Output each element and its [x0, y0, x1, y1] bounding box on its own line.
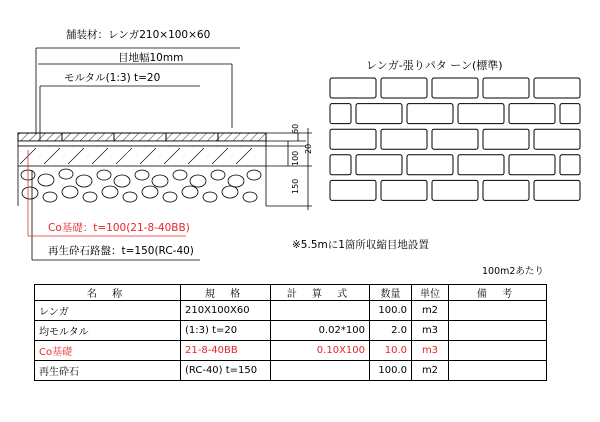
cell-name: 均モルタル — [35, 321, 181, 341]
brick — [330, 180, 376, 200]
brick — [458, 104, 504, 124]
dim-150-label: 150 — [291, 178, 300, 194]
brick — [534, 78, 580, 98]
table-row — [35, 321, 547, 341]
joint-note: ※5.5mに1箇所収縮目地設置 — [292, 239, 429, 251]
cell-calc — [271, 301, 370, 321]
cell-qty: 100.0 — [370, 301, 412, 321]
cell-qty: 2.0 — [370, 321, 412, 341]
brick — [483, 78, 529, 98]
mortar-layer — [18, 141, 266, 146]
header-name: 名 称 — [35, 285, 181, 301]
header-calc: 計 算 式 — [271, 285, 370, 301]
brick — [381, 78, 427, 98]
brick — [407, 155, 453, 175]
cell-qty: 100.0 — [370, 361, 412, 381]
cell-unit: m2 — [412, 361, 449, 381]
cell-unit: m2 — [412, 301, 449, 321]
brick — [432, 129, 478, 149]
cell-spec: 21-8-40BB — [181, 341, 271, 361]
brick — [509, 104, 555, 124]
cell-note — [449, 321, 547, 341]
mortar-label: モルタル(1:3) t=20 — [64, 72, 161, 84]
paving-material-label: 舗装材：レンガ210×100×60 — [66, 29, 211, 41]
dimension-lines — [266, 128, 312, 210]
brick — [534, 180, 580, 200]
cell-note — [449, 341, 547, 361]
brick — [458, 155, 504, 175]
cell-name: 再生砕石 — [35, 361, 181, 381]
cell-spec: 210X100X60 — [181, 301, 271, 321]
dim-20-label: 20 — [304, 143, 313, 154]
per-unit-label: 100m2あたり — [482, 266, 544, 277]
cell-unit: m3 — [412, 321, 449, 341]
brick — [330, 129, 376, 149]
brick — [407, 104, 453, 124]
brick — [483, 129, 529, 149]
header-qty: 数量 — [370, 285, 412, 301]
brick — [330, 155, 351, 175]
brick — [432, 78, 478, 98]
cell-qty: 10.0 — [370, 341, 412, 361]
subbase-label: 再生砕石路盤：t=150(RC-40) — [48, 245, 194, 257]
concrete-layer — [18, 146, 266, 166]
table-row — [35, 301, 547, 321]
crushed-stone-layer — [18, 166, 266, 206]
cell-calc: 0.02*100 — [271, 321, 370, 341]
brick — [509, 155, 555, 175]
brick — [560, 104, 580, 124]
dim-100-label: 100 — [291, 150, 300, 166]
brick — [534, 129, 580, 149]
cell-note — [449, 361, 547, 381]
brick — [356, 104, 402, 124]
brick — [483, 180, 529, 200]
table-row — [35, 361, 547, 381]
cell-name: レンガ — [35, 301, 181, 321]
cell-spec: (RC-40) t=150 — [181, 361, 271, 381]
brick-pattern — [330, 78, 580, 200]
header-note: 備 考 — [449, 285, 547, 301]
dim-60-label: 60 — [291, 123, 300, 134]
cell-spec: (1:3) t=20 — [181, 321, 271, 341]
cell-name: Co基礎 — [35, 341, 181, 361]
header-spec: 規 格 — [181, 285, 271, 301]
table-row — [35, 341, 547, 361]
brick — [330, 104, 351, 124]
brick-course — [18, 133, 266, 141]
cell-calc — [271, 361, 370, 381]
cell-calc: 0.10X100 — [271, 341, 370, 361]
brick — [381, 180, 427, 200]
header-unit: 単位 — [412, 285, 449, 301]
brick — [330, 78, 376, 98]
brick — [432, 180, 478, 200]
table-header-row — [35, 285, 547, 301]
cell-unit: m3 — [412, 341, 449, 361]
quantity-table — [34, 284, 547, 381]
cell-note — [449, 301, 547, 321]
brick — [560, 155, 580, 175]
brick — [356, 155, 402, 175]
co-base-label: Co基礎：t=100(21-8-40BB) — [48, 222, 190, 234]
brick — [381, 129, 427, 149]
pattern-title: レンガ-張りパタ ーン(標準) — [366, 59, 503, 72]
joint-width-label: 目地幅10mm — [118, 52, 184, 64]
